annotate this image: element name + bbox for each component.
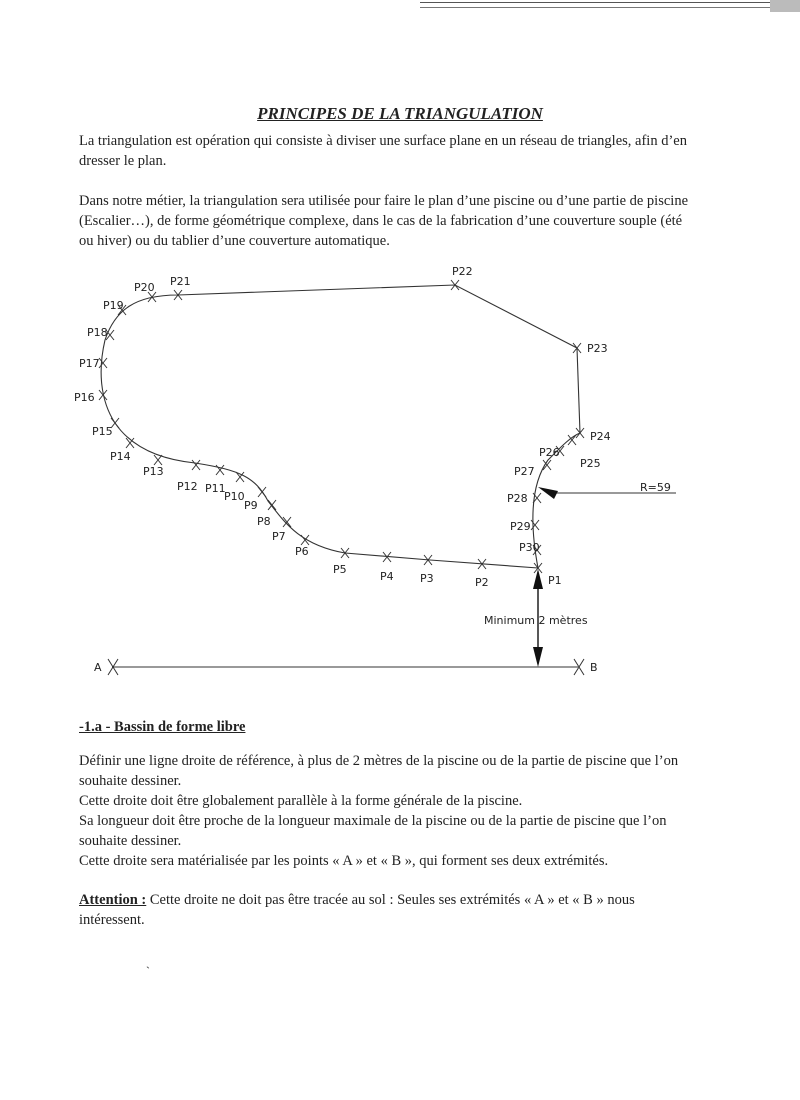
point-label-p10: P10 bbox=[224, 490, 245, 503]
point-label-p23: P23 bbox=[587, 342, 608, 355]
point-label-p19: P19 bbox=[103, 299, 124, 312]
section-paragraph-4: Cette droite sera matérialisée par les points « A » et « B », qui forment ses deux extrémités. bbox=[79, 853, 609, 869]
scan-artifact-line bbox=[420, 2, 800, 8]
point-label-p14: P14 bbox=[110, 450, 131, 463]
point-label-p17: P17 bbox=[79, 357, 100, 370]
scan-artifact-corner bbox=[770, 0, 800, 12]
section-paragraph-2: Cette droite doit être globalement parallèle à la forme générale de la piscine. bbox=[79, 793, 523, 809]
point-label-p29: P29 bbox=[510, 520, 531, 533]
point-label-p25: P25 bbox=[580, 457, 601, 470]
scan-speck: ˋ bbox=[146, 964, 150, 978]
point-label-p26: P26 bbox=[539, 446, 560, 459]
point-tick-p12 bbox=[192, 460, 200, 470]
point-tick-p8 bbox=[268, 500, 276, 510]
section-paragraph-3: Sa longueur doit être proche de la longueur maximale de la piscine ou de la partie de piscine que l’on souhaite dessiner. bbox=[79, 813, 667, 849]
section-paragraph-1: Définir une ligne droite de référence, à plus de 2 mètres de la piscine ou de la partie de piscine que l’on souhaite dessiner. bbox=[79, 753, 679, 789]
point-label-p21: P21 bbox=[170, 275, 191, 288]
point-tick-p11 bbox=[216, 465, 224, 475]
point-label-p12: P12 bbox=[177, 480, 198, 493]
point-tick-p29 bbox=[531, 520, 539, 530]
point-label-p4: P4 bbox=[380, 570, 394, 583]
point-label-p7: P7 bbox=[272, 530, 286, 543]
point-labels bbox=[74, 265, 611, 589]
point-label-p5: P5 bbox=[333, 563, 347, 576]
intro-paragraph: La triangulation est opération qui consiste à diviser une surface plane en un réseau de triangles, afin d’en dresser le plan. bbox=[79, 133, 687, 169]
point-label-p24: P24 bbox=[590, 430, 611, 443]
radius-label: R=59 bbox=[640, 481, 671, 494]
point-tick-p17 bbox=[99, 358, 107, 368]
point-label-p20: P20 bbox=[134, 281, 155, 294]
point-label-p1: P1 bbox=[548, 574, 562, 587]
page-title: PRINCIPES DE LA TRIANGULATION bbox=[257, 104, 543, 123]
point-tick-p13 bbox=[154, 455, 162, 465]
point-tick-p9 bbox=[258, 487, 266, 497]
point-label-p22: P22 bbox=[452, 265, 473, 278]
point-tick-p7 bbox=[283, 517, 291, 527]
point-label-p13: P13 bbox=[143, 465, 164, 478]
point-label-p6: P6 bbox=[295, 545, 309, 558]
pool-outline bbox=[101, 285, 580, 568]
point-label-p27: P27 bbox=[514, 465, 535, 478]
point-label-p28: P28 bbox=[507, 492, 528, 505]
attention-note bbox=[79, 890, 679, 930]
point-label-p2: P2 bbox=[475, 576, 489, 589]
attention-label: Attention : bbox=[79, 892, 147, 908]
context-paragraph: Dans notre métier, la triangulation sera utilisée pour faire le plan d’une piscine ou d’une partie de piscine (Escalier…), de forme géométrique complexe, dans le cas de la fabrication d’une couverture souple (été ou hiver) ou du tablier d’une couverture automatique. bbox=[79, 193, 689, 249]
point-label-p3: P3 bbox=[420, 572, 434, 585]
point-label-p15: P15 bbox=[92, 425, 113, 438]
point-label-p16: P16 bbox=[74, 391, 95, 404]
distance-arrow-bottom bbox=[533, 647, 543, 667]
point-a-label: A bbox=[94, 661, 102, 674]
point-label-p9: P9 bbox=[244, 499, 258, 512]
point-b-label: B bbox=[590, 661, 598, 674]
point-label-p8: P8 bbox=[257, 515, 271, 528]
distance-label: Minimum 2 mètres bbox=[484, 614, 588, 627]
point-label-p18: P18 bbox=[87, 326, 108, 339]
point-label-p30: P30 bbox=[519, 541, 540, 554]
triangulation-diagram bbox=[0, 255, 800, 685]
section-heading: -1.a - Bassin de forme libre bbox=[79, 719, 246, 735]
section-body bbox=[79, 751, 704, 871]
attention-text: Cette droite ne doit pas être tracée au sol : Seules ses extrémités « A » et « B » nous intéressent. bbox=[79, 892, 635, 928]
point-label-p11: P11 bbox=[205, 482, 226, 495]
